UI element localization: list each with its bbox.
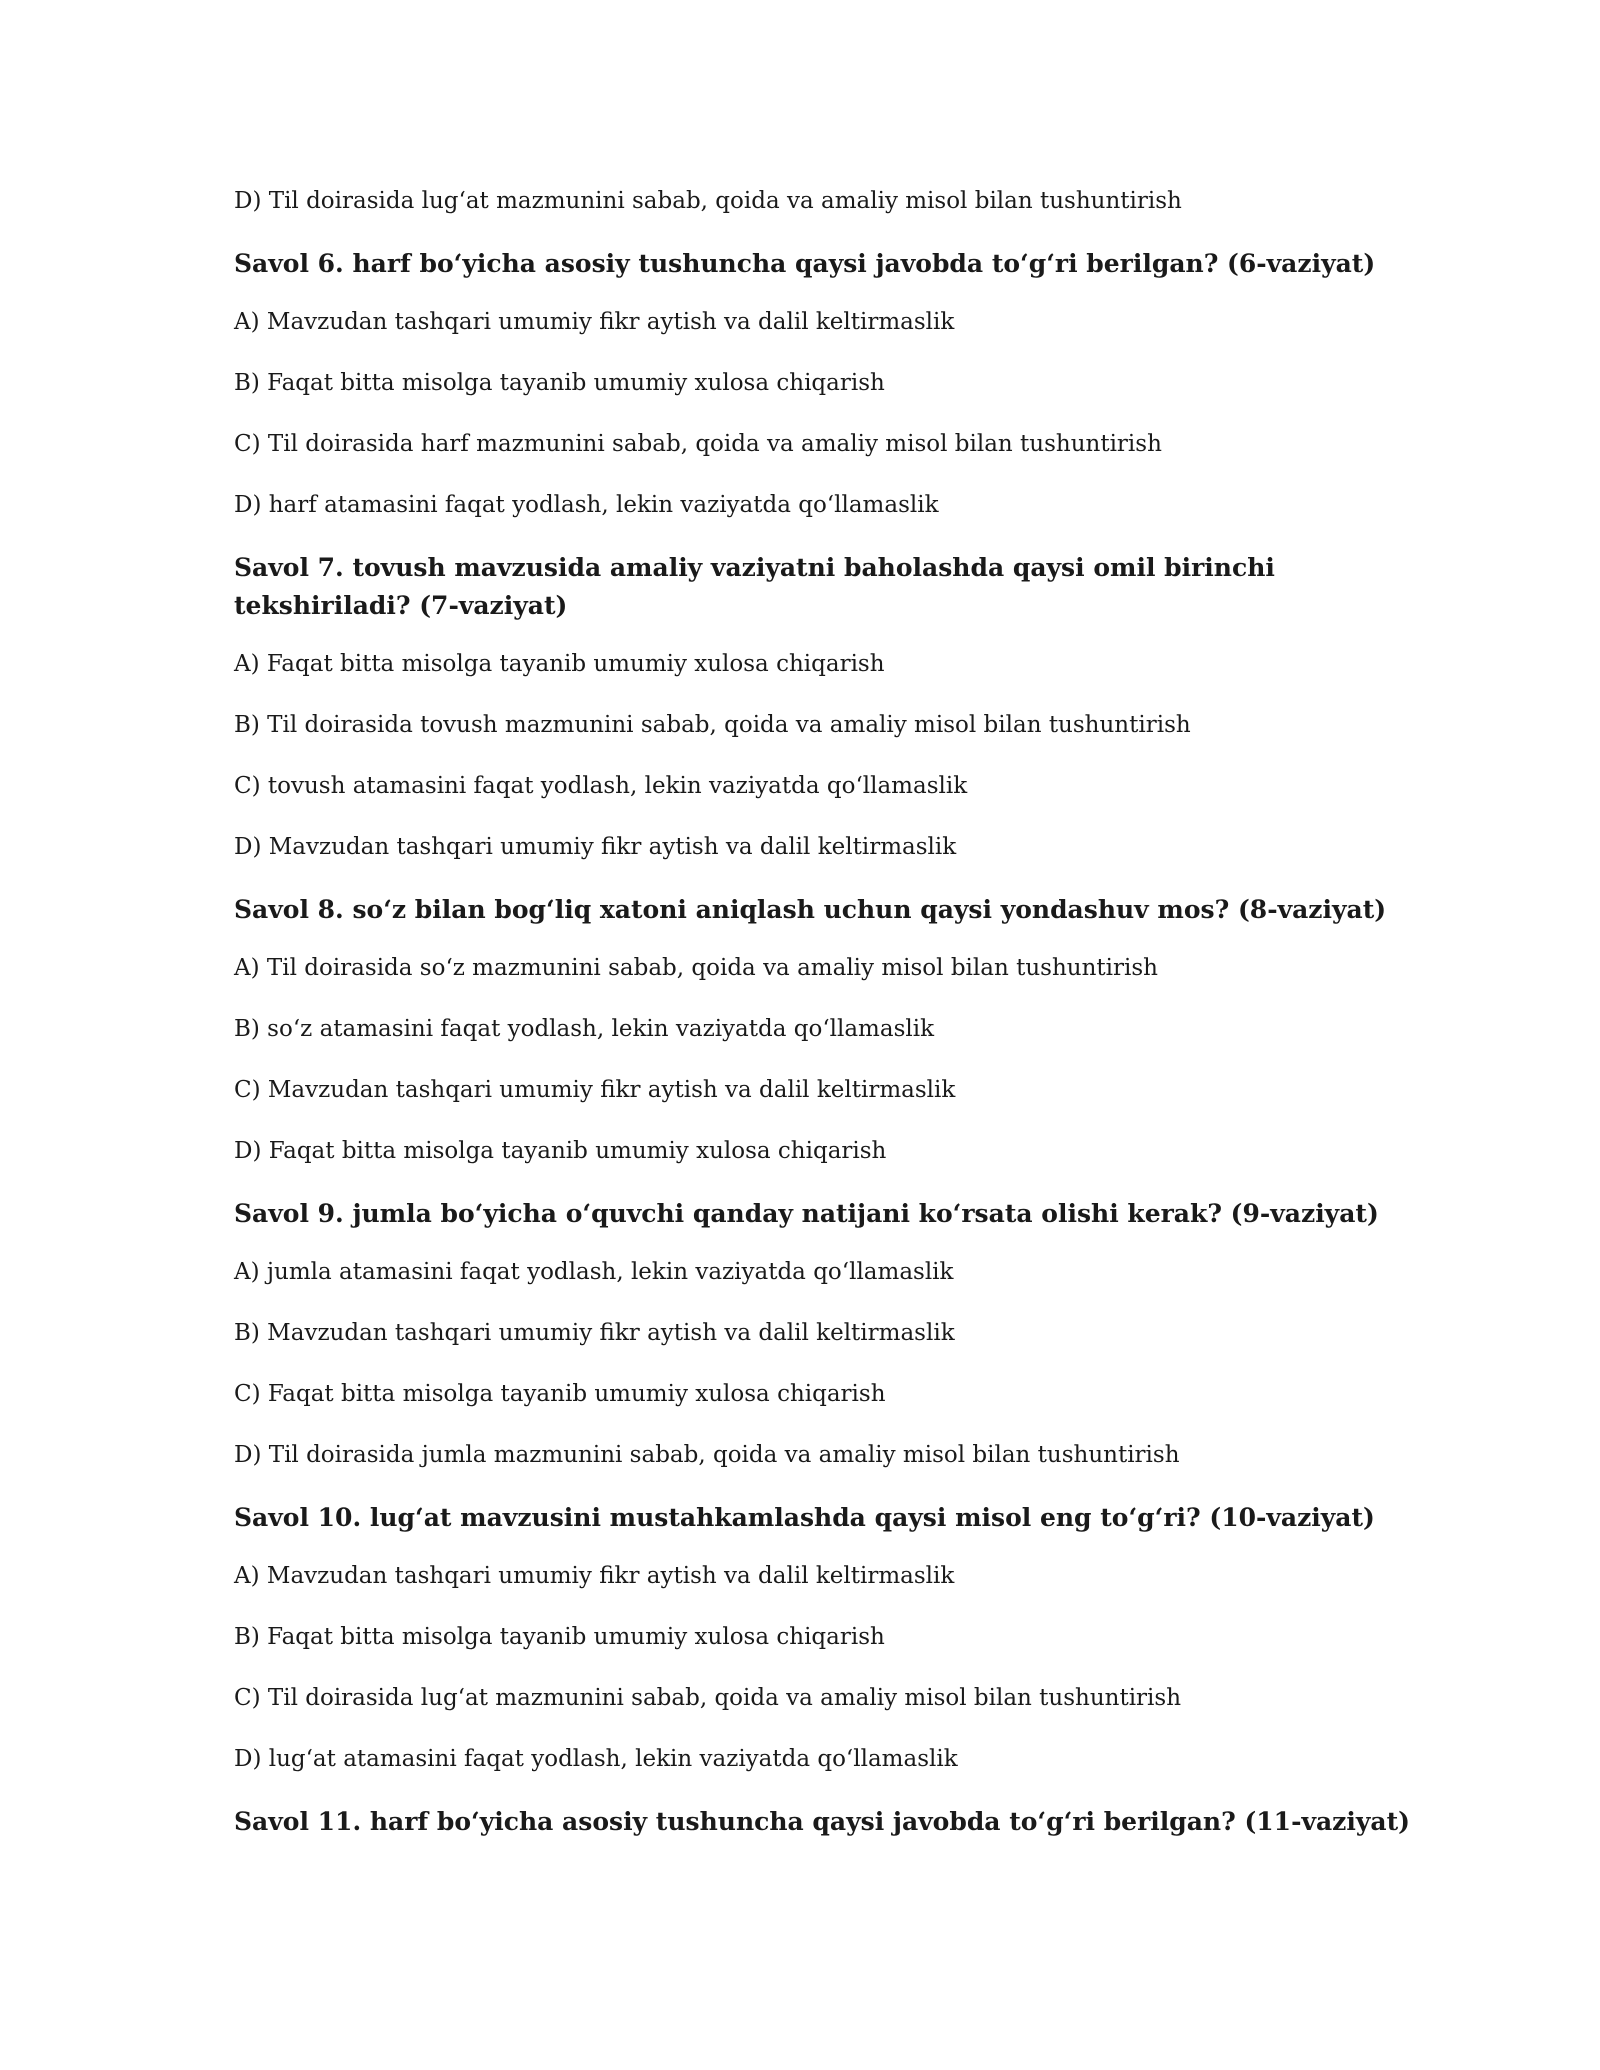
question-block-10 [234, 1499, 1375, 1774]
option-9-b: B) Mavzudan tashqari umumiy fikr aytish va dalil keltirmaslik [234, 1320, 955, 1346]
question-block-7 [234, 549, 1320, 862]
option-6-a: A) Mavzudan tashqari umumiy fikr aytish va dalil keltirmaslik [234, 309, 955, 335]
option-8-a: A) Til doirasida so‘z mazmunini sabab, qoida va amaliy misol bilan tushuntirish [234, 955, 1158, 981]
option-d-lead: D) Til doirasida lug‘at mazmunini sabab, qoida va amaliy misol bilan tushuntirish [234, 188, 1182, 214]
option-10-a: A) Mavzudan tashqari umumiy fikr aytish va dalil keltirmaslik [234, 1563, 955, 1589]
option-10-b: B) Faqat bitta misolga tayanib umumiy xulosa chiqarish [234, 1624, 885, 1650]
question-block-8 [234, 891, 1387, 1166]
option-6-b: B) Faqat bitta misolga tayanib umumiy xulosa chiqarish [234, 370, 885, 396]
option-7-c: C) tovush atamasini faqat yodlash, lekin vaziyatda qo‘llamaslik [234, 773, 968, 799]
option-9-a: A) jumla atamasini faqat yodlash, lekin vaziyatda qo‘llamaslik [234, 1259, 954, 1285]
option-6-d: D) harf atamasini faqat yodlash, lekin vaziyatda qo‘llamaslik [234, 492, 939, 518]
option-7-d: D) Mavzudan tashqari umumiy fikr aytish va dalil keltirmaslik [234, 834, 957, 860]
question-title-11: Savol 11. harf bo‘yicha asosiy tushuncha qaysi javobda to‘g‘ri berilgan? (11-vaziyat) [234, 1807, 1410, 1836]
question-title-6: Savol 6. harf bo‘yicha asosiy tushuncha qaysi javobda to‘g‘ri berilgan? (6-vaziyat) [234, 249, 1376, 278]
option-9-d: D) Til doirasida jumla mazmunini sabab, qoida va amaliy misol bilan tushuntirish [234, 1442, 1180, 1468]
option-8-d: D) Faqat bitta misolga tayanib umumiy xulosa chiqarish [234, 1138, 887, 1164]
option-10-c: C) Til doirasida lug‘at mazmunini sabab, qoida va amaliy misol bilan tushuntirish [234, 1685, 1182, 1711]
question-title-7: Savol 7. tovush mavzusida amaliy vaziyatni baholashda qaysi omil birinchi tekshiriladi? (7-vaziyat) [234, 553, 1275, 620]
option-7-a: A) Faqat bitta misolga tayanib umumiy xulosa chiqarish [234, 651, 885, 677]
option-8-b: B) so‘z atamasini faqat yodlash, lekin vaziyatda qo‘llamaslik [234, 1016, 935, 1042]
option-9-c: C) Faqat bitta misolga tayanib umumiy xulosa chiqarish [234, 1381, 886, 1407]
option-6-c: C) Til doirasida harf mazmunini sabab, qoida va amaliy misol bilan tushuntirish [234, 431, 1162, 457]
question-title-9: Savol 9. jumla bo‘yicha o‘quvchi qanday natijani ko‘rsata olishi kerak? (9-vaziyat) [234, 1199, 1379, 1228]
question-block-6 [234, 245, 1376, 520]
option-7-b: B) Til doirasida tovush mazmunini sabab, qoida va amaliy misol bilan tushuntirish [234, 712, 1191, 738]
option-8-c: C) Mavzudan tashqari umumiy fikr aytish va dalil keltirmaslik [234, 1077, 956, 1103]
option-10-d: D) lug‘at atamasini faqat yodlash, lekin vaziyatda qo‘llamaslik [234, 1746, 958, 1772]
question-block-9 [234, 1195, 1379, 1470]
question-title-8: Savol 8. so‘z bilan bog‘liq xatoni aniqlash uchun qaysi yondashuv mos? (8-vaziyat) [234, 895, 1387, 924]
question-title-10: Savol 10. lug‘at mavzusini mustahkamlashda qaysi misol eng to‘g‘ri? (10-vaziyat) [234, 1503, 1375, 1532]
